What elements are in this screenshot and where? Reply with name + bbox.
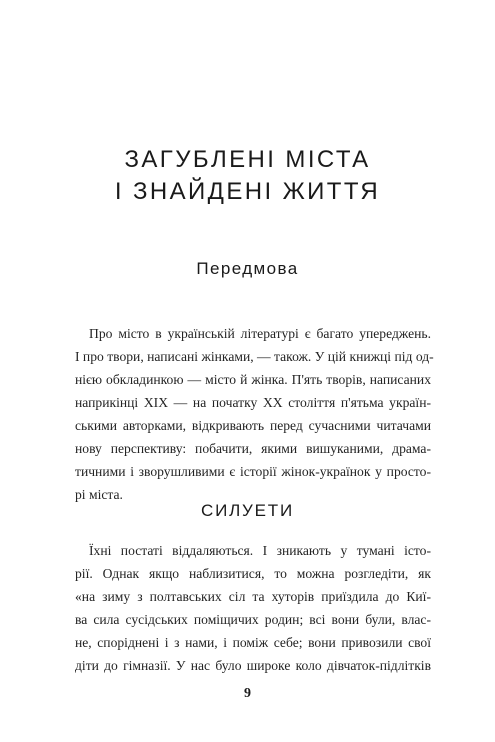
- section-paragraph: [75, 539, 431, 677]
- paragraph-line: рії. Однак якщо наблизитися, то можна розгледіти, як: [75, 566, 431, 581]
- chapter-subtitle: Передмова: [196, 259, 299, 278]
- paragraph-line: «на зиму з полтавських сіл та хуторів приїздила до Киї-: [75, 589, 431, 604]
- section-heading: СИЛУЕТИ: [201, 501, 294, 520]
- paragraph-line: ва сила сусідських поміщичих родин; всі вони були, влас-: [75, 612, 431, 627]
- paragraph-line: нову перспективу: побачити, якими вишуканими, драма-: [75, 441, 431, 456]
- paragraph-line: діти до гімназії. У нас було широке коло дівчаток-підлітків: [75, 658, 431, 673]
- paragraph-line: наприкінці ХІХ — на початку ХХ століття п'ятьма україн-: [75, 395, 431, 410]
- paragraph-line: Про місто в українській літературі є багато упереджень.: [89, 326, 431, 341]
- paragraph-line: ськими авторками, відкривають перед сучасними читачами: [75, 418, 431, 433]
- intro-paragraph: [75, 322, 434, 506]
- paragraph-line: І про твори, написані жінками, — також. У цій книжці під од-: [75, 349, 434, 364]
- page-number: 9: [244, 686, 251, 701]
- paragraph-line: рі міста.: [75, 487, 123, 502]
- chapter-title: [0, 144, 495, 208]
- paragraph-line: нією обкладинкою — місто й жінка. П'ять творів, написаних: [75, 372, 431, 387]
- paragraph-line: Їхні постаті віддаляються. І зникають у тумані істо-: [89, 543, 431, 558]
- chapter-title-line-1: ЗАГУБЛЕНІ МІСТА: [124, 146, 371, 173]
- paragraph-line: тичними і зворушливими є історії жінок-українок у просто-: [75, 464, 431, 479]
- chapter-title-line-2: І ЗНАЙДЕНІ ЖИТТЯ: [114, 178, 381, 205]
- paragraph-line: не, споріднені і з нами, і поміж себе; вони привозили свої: [75, 635, 431, 650]
